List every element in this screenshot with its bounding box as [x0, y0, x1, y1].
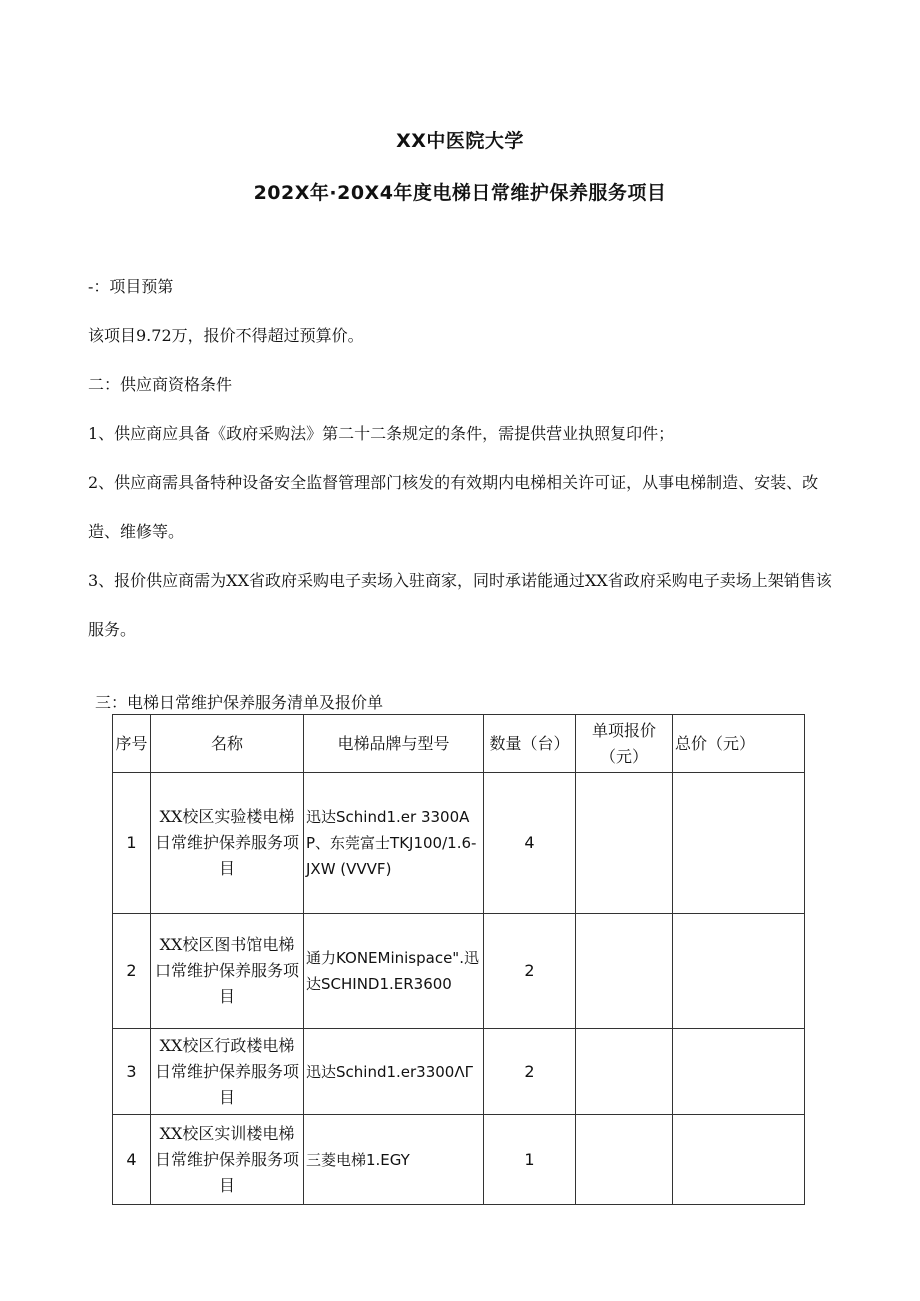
cell-brand: 迅达Schind1.er3300ΛΓ	[304, 1029, 484, 1115]
cell-brand: 三菱电梯1.EGY	[304, 1115, 484, 1205]
header-seq: 序号	[113, 715, 151, 773]
document-title: XX中医院大学	[396, 130, 524, 152]
qualification-item-3: 3、报价供应商需为XX省政府采购电子卖场入驻商家，同时承诺能通过XX省政府采购电子卖场上架销售该服务。	[88, 571, 832, 639]
table-header-row	[113, 715, 805, 773]
table-row	[113, 914, 805, 1029]
document-subtitle: 202X年·20X4年度电梯日常维护保养服务项目	[253, 182, 667, 204]
price-table	[112, 714, 805, 1205]
header-qty: 数量（台）	[484, 715, 576, 773]
cell-qty: 2	[484, 914, 576, 1029]
table-row	[113, 1029, 805, 1115]
qualification-heading: 二：供应商资格条件	[88, 375, 233, 394]
header-brand: 电梯品牌与型号	[304, 715, 484, 773]
cell-qty: 4	[484, 773, 576, 914]
cell-unit-price	[576, 914, 673, 1029]
cell-qty: 2	[484, 1029, 576, 1115]
cell-brand: 迅达Schind1.er 3300AP、东莞富士TKJ100/1.6-JXW (VVVF)	[304, 773, 484, 914]
budget-text: 该项目9.72万，报价不得超过预算价。	[88, 326, 364, 345]
cell-total	[673, 1029, 805, 1115]
cell-seq: 4	[113, 1115, 151, 1205]
cell-unit-price	[576, 1115, 673, 1205]
cell-name: XX校区图书馆电梯口常维护保养服务项目	[151, 914, 304, 1029]
cell-unit-price	[576, 773, 673, 914]
header-name: 名称	[151, 715, 304, 773]
cell-total	[673, 1115, 805, 1205]
header-total: 总价（元）	[673, 715, 805, 773]
qualification-item-2: 2、供应商需具备特种设备安全监督管理部门核发的有效期内电梯相关许可证，从事电梯制造、安装、改造、维修等。	[88, 473, 819, 541]
cell-seq: 2	[113, 914, 151, 1029]
cell-brand: 通力KONEMinispace".迅达SCHIND1.ER3600	[304, 914, 484, 1029]
cell-seq: 1	[113, 773, 151, 914]
cell-name: XX校区实验楼电梯日常维护保养服务项目	[151, 773, 304, 914]
cell-total	[673, 914, 805, 1029]
cell-name: XX校区实训楼电梯日常维护保养服务项目	[151, 1115, 304, 1205]
header-unit-price: 单项报价（元）	[576, 715, 673, 773]
service-list-heading: 三：电梯日常维护保养服务清单及报价单	[95, 693, 384, 712]
cell-name: XX校区行政楼电梯日常维护保养服务项目	[151, 1029, 304, 1115]
qualification-item-1: 1、供应商应具备《政府采购法》第二十二条规定的条件，需提供营业执照复印件；	[88, 424, 675, 443]
cell-unit-price	[576, 1029, 673, 1115]
cell-total	[673, 773, 805, 914]
cell-qty: 1	[484, 1115, 576, 1205]
cell-seq: 3	[113, 1029, 151, 1115]
table-row	[113, 1115, 805, 1205]
budget-heading: -：项目预第	[88, 277, 174, 296]
table-row	[113, 773, 805, 914]
